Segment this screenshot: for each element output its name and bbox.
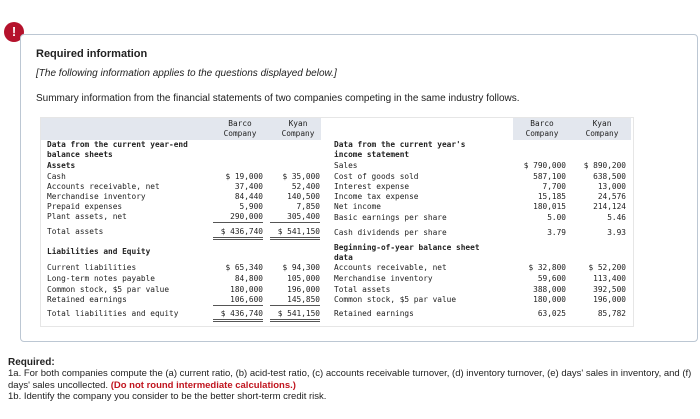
income-row-6-barco-value: 3.79: [547, 228, 566, 237]
liability-row-2-barco-value: 180,000: [230, 285, 263, 294]
required-label: Required:: [8, 357, 55, 368]
summary-text: Summary information from the financial statements of two companies competing in the same industry follows.: [36, 93, 520, 104]
income-row-4-barco-value: 180,015: [533, 202, 566, 211]
income-row-3-label: Income tax expense: [334, 192, 419, 201]
income-row-0-barco-value: $ 790,000: [523, 161, 566, 170]
beginning-row-1-label: Merchandise inventory: [334, 274, 433, 283]
left-barco-header: Barco Company: [223, 119, 257, 138]
asset-row-2-barco-value: 84,440: [234, 192, 263, 201]
beginning-row-1-kyan-value: 113,400: [593, 274, 626, 283]
liability-row-2-kyan-value: 196,000: [287, 285, 320, 294]
liability-row-3-label: Retained earnings: [47, 295, 127, 304]
beginning-row-0-label: Accounts receivable, net: [334, 263, 447, 272]
income-row-1-barco-value: 587,100: [533, 172, 566, 181]
liability-row-1-label: Long-term notes payable: [47, 274, 155, 283]
asset-row-3-barco-value: 5,900: [239, 202, 263, 211]
beginning-balance-title: Beginning-of-year balance sheet data: [334, 243, 480, 262]
income-row-0-label: Sales: [334, 161, 358, 170]
total-liabilities-barco-value: $ 436,740: [213, 309, 263, 322]
right-barco-header: Barco Company: [525, 119, 559, 138]
income-row-1-label: Cost of goods sold: [334, 172, 419, 181]
alert-icon: !: [4, 22, 24, 42]
liability-row-2-label: Common stock, $5 par value: [47, 285, 170, 294]
asset-row-1-barco-value: 37,400: [234, 182, 263, 191]
income-row-2-barco-value: 7,700: [542, 182, 566, 191]
total-assets-barco-value: $ 436,740: [213, 227, 263, 240]
beginning-row-2-barco-value: 388,000: [533, 285, 566, 294]
beginning-row-1-barco-value: 59,600: [537, 274, 566, 283]
income-row-4-label: Net income: [334, 202, 381, 211]
income-row-6-kyan-value: 3.93: [607, 228, 626, 237]
beginning-row-4-label: Retained earnings: [334, 309, 414, 318]
rounding-warning: (Do not round intermediate calculations.): [110, 380, 296, 391]
asset-row-1-label: Accounts receivable, net: [47, 182, 160, 191]
asset-row-2-kyan-value: 140,500: [287, 192, 320, 201]
income-row-2-label: Interest expense: [334, 182, 410, 191]
asset-row-0-label: Cash: [47, 172, 66, 181]
total-liabilities-kyan-value: $ 541,150: [270, 309, 320, 322]
liability-row-3-barco-value: 106,600: [213, 295, 263, 306]
assets-label: Assets: [47, 161, 76, 170]
asset-row-2-label: Merchandise inventory: [47, 192, 146, 201]
liability-row-0-kyan-value: $ 94,300: [282, 263, 320, 272]
beginning-row-2-kyan-value: 392,500: [593, 285, 626, 294]
beginning-row-2-label: Total assets: [334, 285, 391, 294]
income-row-5-barco-value: 5.00: [547, 213, 566, 222]
asset-row-0-kyan-value: $ 35,000: [282, 172, 320, 181]
left-section-title: Data from the current year-end balance sheets: [47, 140, 188, 159]
income-row-6-label: Cash dividends per share: [334, 228, 447, 237]
beginning-row-3-kyan-value: 196,000: [593, 295, 626, 304]
asset-row-4-label: Plant assets, net: [47, 212, 127, 221]
income-row-3-kyan-value: 24,576: [597, 192, 626, 201]
beginning-row-3-barco-value: 180,000: [533, 295, 566, 304]
income-row-2-kyan-value: 13,000: [597, 182, 626, 191]
income-row-5-label: Basic earnings per share: [334, 213, 447, 222]
liability-row-1-barco-value: 84,800: [234, 274, 263, 283]
income-row-5-kyan-value: 5.46: [607, 213, 626, 222]
liability-row-0-label: Current liabilities: [47, 263, 137, 272]
asset-row-3-label: Prepaid expenses: [47, 202, 123, 211]
beginning-row-0-barco-value: $ 32,800: [528, 263, 566, 272]
right-kyan-header: Kyan Company: [585, 119, 619, 138]
liabilities-label: Liabilities and Equity: [47, 247, 151, 256]
liability-row-1-kyan-value: 105,000: [287, 274, 320, 283]
question-1b: 1b. Identify the company you consider to be the better short-term credit risk.: [8, 391, 327, 402]
total-liabilities-label: Total liabilities and equity: [47, 309, 179, 318]
beginning-row-3-label: Common stock, $5 par value: [334, 295, 457, 304]
asset-row-4-kyan-value: 305,400: [270, 212, 320, 223]
total-assets-label: Total assets: [47, 227, 104, 236]
asset-row-4-barco-value: 290,000: [213, 212, 263, 223]
beginning-row-4-kyan-value: 85,782: [597, 309, 626, 318]
question-1a: 1a. For both companies compute the (a) current ratio, (b) acid-test ratio, (c) accounts receivable turnover, (d) inventory turnover, (e) days' sales in inventory, and (f) days' sales uncollected. (Do not round intermediate calculations.): [8, 368, 692, 391]
liability-row-3-kyan-value: 145,850: [270, 295, 320, 306]
total-assets-kyan-value: $ 541,150: [270, 227, 320, 240]
income-row-3-barco-value: 15,185: [537, 192, 566, 201]
asset-row-0-barco-value: $ 19,000: [225, 172, 263, 181]
income-row-4-kyan-value: 214,124: [593, 202, 626, 211]
left-kyan-header: Kyan Company: [281, 119, 315, 138]
beginning-row-4-barco-value: 63,025: [537, 309, 566, 318]
income-row-0-kyan-value: $ 890,200: [583, 161, 626, 170]
asset-row-1-kyan-value: 52,400: [291, 182, 320, 191]
panel-note: [The following information applies to the questions displayed below.]: [36, 68, 337, 79]
panel-title: Required information: [36, 48, 148, 60]
asset-row-3-kyan-value: 7,850: [296, 202, 320, 211]
right-section-title: Data from the current year's income statement: [334, 140, 466, 159]
liability-row-0-barco-value: $ 65,340: [225, 263, 263, 272]
income-row-1-kyan-value: 638,500: [593, 172, 626, 181]
beginning-row-0-kyan-value: $ 52,200: [588, 263, 626, 272]
